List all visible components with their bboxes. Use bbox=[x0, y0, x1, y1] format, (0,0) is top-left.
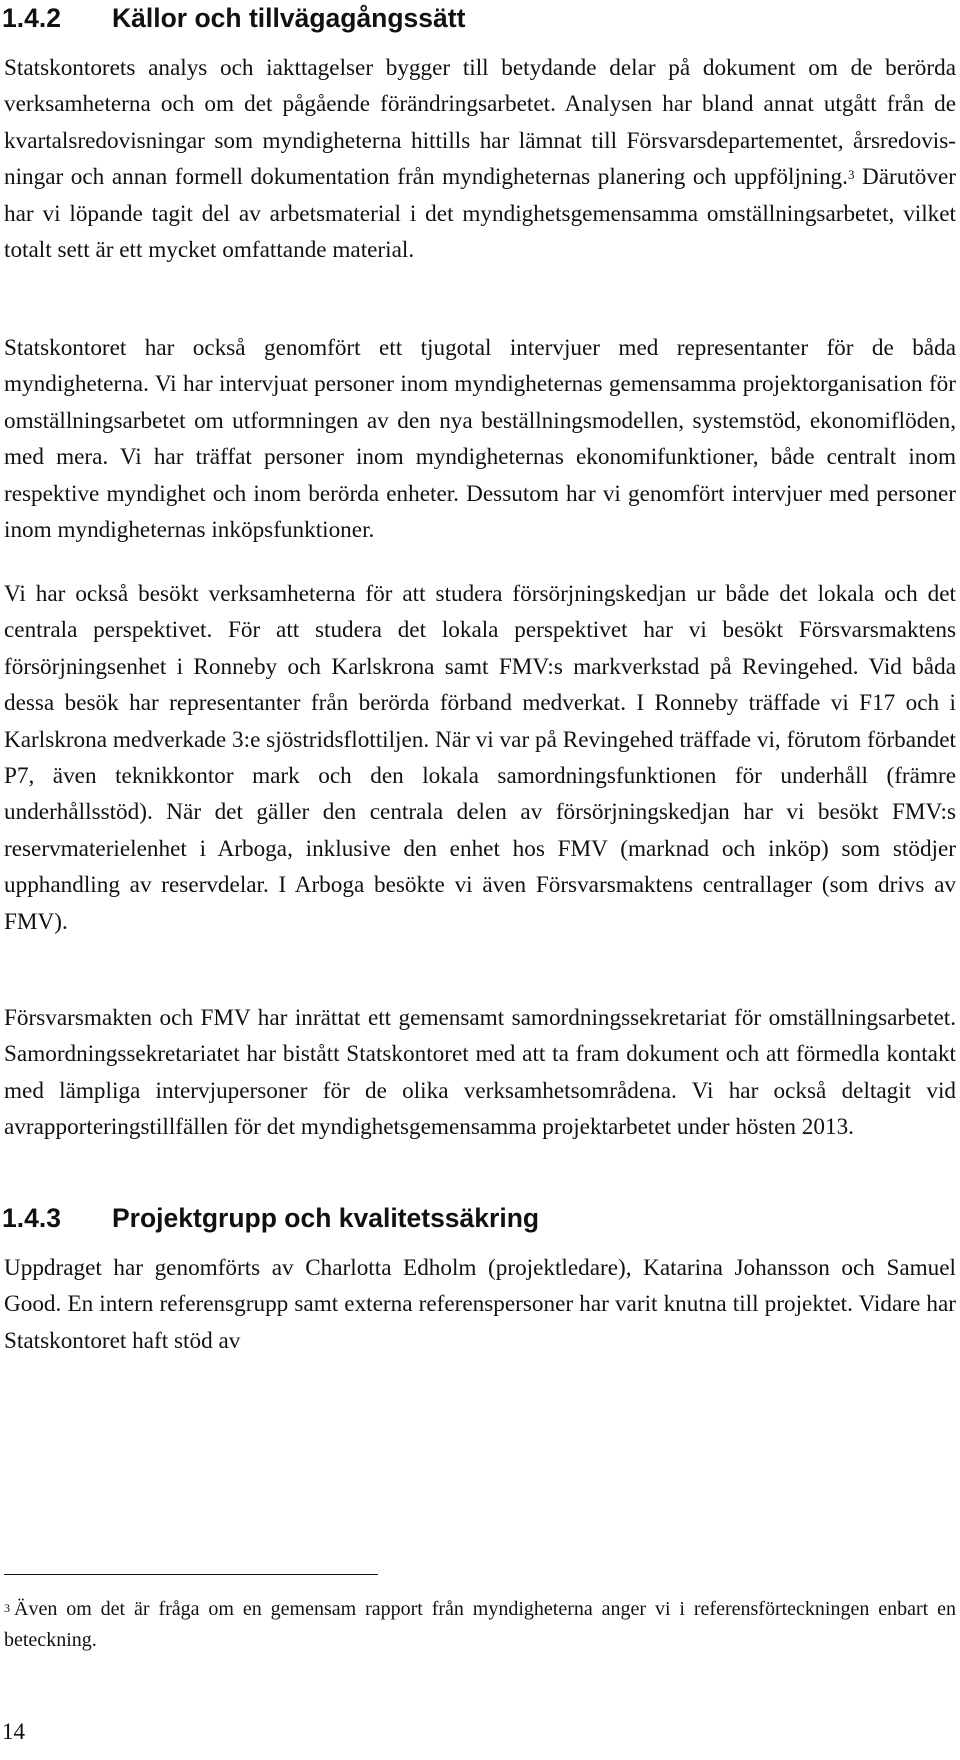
paragraph-secretariat bbox=[4, 1000, 956, 1146]
section-heading-1-4-3 bbox=[2, 1202, 539, 1234]
section-heading-1-4-2 bbox=[2, 2, 465, 34]
footnote bbox=[4, 1594, 956, 1656]
footnote-mark: 3 bbox=[4, 1601, 10, 1615]
section-number: 1.4.2 bbox=[2, 3, 61, 33]
footnote-reference[interactable]: 3 bbox=[847, 167, 855, 183]
paragraph-visits bbox=[4, 576, 956, 940]
footnote-separator bbox=[4, 1574, 378, 1575]
paragraph-interviews bbox=[4, 330, 956, 548]
paragraph-sources bbox=[4, 50, 956, 268]
paragraph-text: Statskontoret har också genomfört ett tjugotal intervjuer med representanter för de båda myndigheterna. Vi har intervjuat personer inom myndigheternas gemensamma projektorganisation för omställningsarbetet om utformningen av den nya beställningsmodellen, systemstöd, ekonomiflöden, med mera. Vi har träffat personer inom myndigheternas ekonomifunktioner, både centralt inom respektive myndighet och inom berörda enheter. Dessutom har vi genomfört intervjuer med personer inom myndigheternas inköpsfunktioner. bbox=[4, 335, 956, 544]
section-title: Källor och tillvägagångssätt bbox=[112, 3, 466, 33]
paragraph-text: Försvarsmakten och FMV har inrättat ett gemensamt samordningssekretariat för omställningsarbetet. Samordningssekretariatet har bistått Statskontoret med att ta fram dokument och att förmedla kontakt med lämpliga intervjupersoner för de olika verksamhetsområdena. Vi har också deltagit vid avrapporteringstillfällen för det myndighetsgemensamma projektarbetet under hösten 2013. bbox=[4, 1005, 956, 1141]
paragraph-text: Statskontorets analys och iakttagelser bygger till betydande delar på dokument om de berörda verksamheterna och om det pågående förändringsarbetet. Analysen har bland annat utgått från de kvartalsredovisningar som myndigheterna hittills har lämnat till Försvarsdepartementet, årsredovisningar och annan formell dokumentation från myndigheternas planering och uppföljning. bbox=[4, 55, 956, 191]
page-number: 14 bbox=[2, 1719, 25, 1744]
section-title: Projektgrupp och kvalitetssäkring bbox=[112, 1203, 540, 1233]
paragraph-text: Vi har också besökt verksamheterna för att studera försörjningskedjan ur både det lokala och det centrala perspektivet. För att studera det lokala perspektivet har vi besökt Försvarsmaktens försörjningsenhet i Ronneby och Karlskrona samt FMV:s markverkstad på Revingehed. Vid båda dessa besök har representanter från berörda förband medverkat. I Ronneby träffade vi F17 och i Karlskrona medverkade 3:e sjöstridsflottiljen. När vi var på Revingehed träffade vi, förutom förbandet P7, även teknikkontor mark och den lokala samordningsfunktionen för underhåll (främre underhållsstöd). När det gäller den centrala delen av försörjningskedjan har vi besökt FMV:s reservmaterielenhet i Arboga, inklusive den enhet hos FMV (marknad och inköp) som stödjer upphandling av reservdelar. I Arboga besökte vi även Försvarsmaktens centrallager (som drivs av FMV). bbox=[4, 581, 956, 935]
paragraph-text: Uppdraget har genomförts av Charlotta Edholm (projektledare), Katarina Johansson och Samuel Good. En intern referensgrupp samt externa referenspersoner har varit knutna till projektet. Vidare har Statskontoret haft stöd av bbox=[4, 1255, 956, 1354]
section-number: 1.4.3 bbox=[2, 1203, 61, 1233]
paragraph-text: Därutöver har vi löpande tagit del av arbetsmaterial i det myndighetsgemensamma omställningsarbetet, vilket totalt sett är ett mycket omfattande material. bbox=[4, 164, 956, 264]
footnote-text: Även om det är fråga om en gemensam rapport från myndigheterna anger vi i referensförteckningen enbart en beteckning. bbox=[4, 1598, 956, 1651]
paragraph-project-group bbox=[4, 1250, 956, 1359]
